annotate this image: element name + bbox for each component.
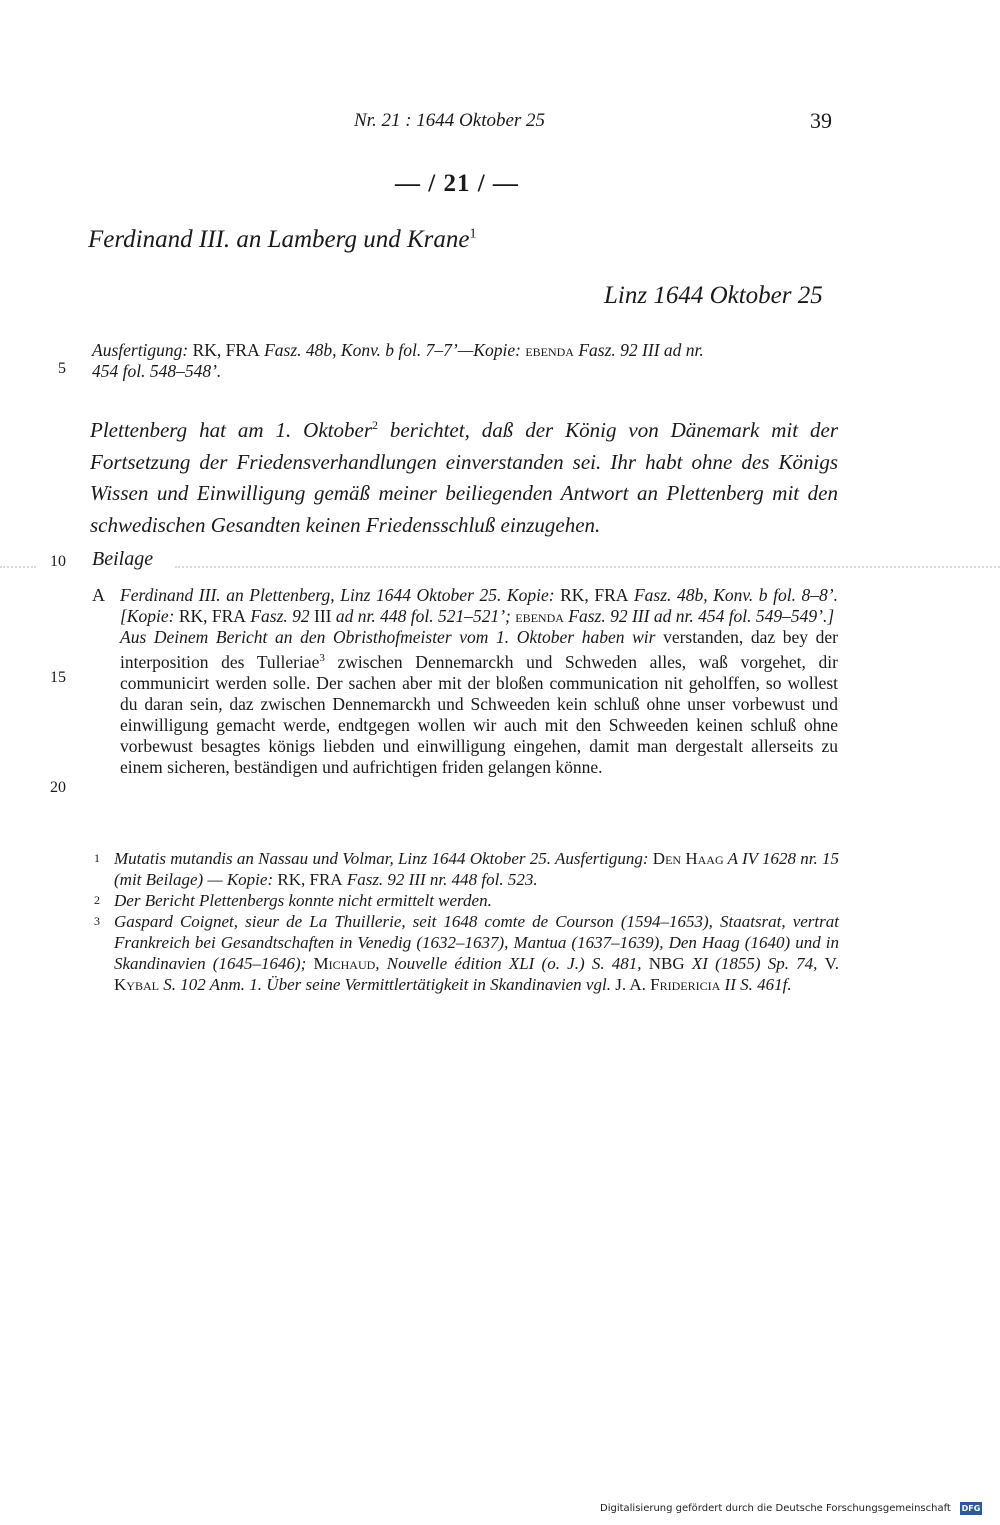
dotted-rule	[175, 566, 1000, 568]
regest-summary: Plettenberg hat am 1. Oktober$^2$ berichtet, daß der König von Dänemark mit der Fortsetzung der Friedensverhandlungen einverstanden sei. Ihr habt ohne des Königs Wissen und Einwilligung gemäß meiner beiliegenden Antwort an Plettenberg mit den schwedischen Gesandten keinen Friedensschluß einzugehen.	[90, 418, 838, 537]
line-number-15: 15	[50, 669, 66, 686]
source-line-1: Ausfertigung: RK, FRA Fasz. 48b, Konv. b fol. 7–7’—Kopie: ebenda Fasz. 92 III ad nr.	[92, 340, 704, 360]
left-dotted-rule	[0, 566, 36, 568]
dfg-logo: DFG	[961, 1504, 981, 1513]
enclosure-label: A	[92, 585, 105, 605]
footnote-2: 2 Der Bericht Plettenbergs konnte nicht ermittelt werden.	[94, 891, 492, 910]
enclosure-source: Ferdinand III. an Plettenberg, Linz 1644 Oktober 25. Kopie: RK, FRA Fasz. 48b, Konv. b fol. 8–8’. [Kopie: RK, FRA Fasz. 92 III ad nr. 448 fol. 521–521’; ebenda Fasz. 92 III ad nr. 454 fol. 549–549’.]	[120, 585, 838, 626]
place-date: Linz 1644 Oktober 25	[604, 282, 823, 309]
line-number-5: 5	[58, 360, 66, 377]
running-head: Nr. 21 : 1644 Oktober 25	[354, 110, 546, 131]
footnote-3: 3 Gaspard Coignet, sieur de La Thuillerie, seit 1648 comte de Courson (1594–1653), Staatsrat, vertrat Frankreich bei Gesandtschaften in Venedig (1632–1637), Mantua (1637–1639), Den Haag (1640) und in Skandinavien (1645–1646); Michaud, Nouvelle édition XLI (o. J.) S. 481, NBG XI (1855) Sp. 74, V. Kybal S. 102 Anm. 1. Über seine Vermittlertätigkeit in Skandinavien vgl. J. A. Fridericia II S. 461f.	[94, 912, 839, 994]
source-line-2: 454 fol. 548–548’.	[92, 361, 222, 381]
source-note	[92, 340, 837, 382]
line-number-20: 20	[50, 779, 66, 796]
document-title-text: Ferdinand III. an Lamberg und Krane	[88, 226, 470, 253]
footnote-ref-1[interactable]: 1	[469, 226, 477, 242]
footnotes	[94, 848, 839, 995]
page-number: 39	[810, 108, 832, 133]
enclosure-text	[120, 585, 838, 778]
footnote-ref-3[interactable]: 3	[319, 652, 325, 664]
line-number-10: 10	[50, 553, 66, 570]
beilage-heading: Beilage	[92, 548, 154, 570]
footnote-1: 1 Mutatis mutandis an Nassau und Volmar, Linz 1644 Oktober 25. Ausfertigung: Den Haag A IV 1628 nr. 15 (mit Beilage) — Kopie: RK, FRA Fasz. 92 III nr. 448 fol. 523.	[94, 849, 839, 889]
document-title	[88, 226, 476, 254]
digitization-credit: Digitalisierung gefördert durch die Deutsche Forschungsgemeinschaft	[600, 1503, 951, 1514]
enclosure-body: Aus Deinem Bericht an den Obristhofmeister vom 1. Oktober haben wir verstanden, daz bey der interposition des Tulleriae$^3$ zwischen Dennemarckh und Schweden alles, waß vorgehet, dir communicirt werden solle. Der sachen aber mit der bloßen communication nit geholffen, so wollest du daran sein, daz zwischen Dennemarckh und Schweeden kein schluß ohne unser vorbewust und einwilligung gemacht werde, endtgegen wollen wir auch mit den Schweeden keinen schluß ohne vorbewust besagtes königs liebden und einwilligung eingehen, damit man dergestalt allerseits zu einem sicheren, beständigen und aufrichtigen friden gelangen könne.	[120, 627, 838, 777]
document-number: — / 21 / —	[395, 170, 519, 197]
footnote-ref-2[interactable]: 2	[372, 418, 378, 432]
